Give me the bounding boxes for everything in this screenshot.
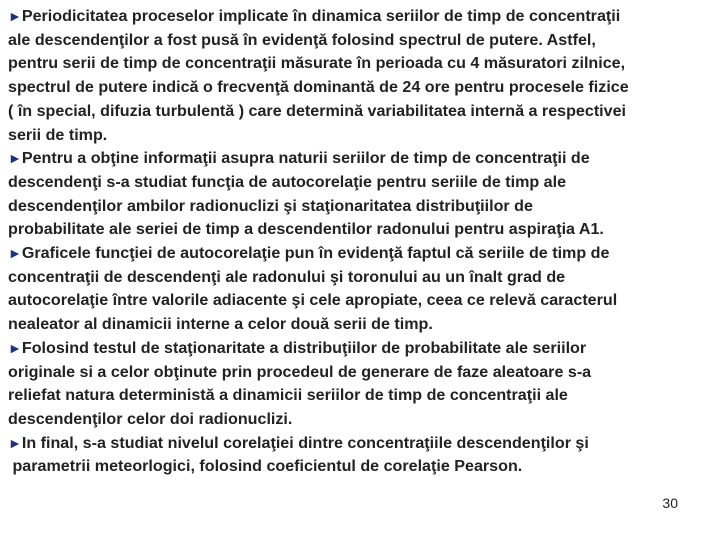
paragraph-line: descendenţilor celor doi radionuclizi.	[8, 409, 293, 428]
paragraph-line: spectrul de putere indică o frecvenţă dominantă de 24 ore pentru procesele fizice	[8, 78, 629, 97]
paragraph-line: autocorelaţie între valorile adiacente şi cele apropiate, ceea ce relevă caracterul	[8, 291, 618, 310]
paragraph-periodicity	[8, 5, 712, 147]
paragraph-line: pentru serii de timp de concentraţii măsurate în perioada cu 4 măsuratori zilnice,	[8, 54, 626, 73]
slide-body-text	[8, 5, 712, 479]
bullet-arrow-icon: ►	[8, 434, 22, 451]
paragraph-line: ( în special, difuzia turbulentă ) care determină variabilitatea internă a respectivei	[8, 101, 627, 120]
paragraph-autocorrelation-graphs	[8, 242, 712, 337]
line-text: Graficele funcţiei de autocorelaţie pun în evidenţă faptul că seriile de timp de	[21, 244, 610, 263]
paragraph-autocorrelation-study	[8, 147, 712, 242]
paragraph-line: concentraţii de descendenţi ale radonului şi toronului au un înalt grad de	[8, 267, 566, 286]
paragraph-line	[8, 337, 712, 361]
paragraph-line: originale si a celor obţinute prin procedeul de generare de faze aleatoare s-a	[8, 362, 592, 381]
paragraph-line: descendenţi s-a studiat funcţia de autocorelaţie pentru seriile de timp ale	[8, 172, 567, 191]
paragraph-line: serii de timp.	[8, 125, 108, 144]
paragraph-line: probabilitate ale seriei de timp a descendentilor radonului pentru aspiraţia A1.	[8, 220, 604, 239]
paragraph-line: descendenţilor ambilor radionuclizi şi staţionaritatea distribuţiilor de	[8, 196, 533, 215]
paragraph-line: parametrii meteorlogici, folosind coeficientul de corelaţie Pearson.	[8, 457, 523, 476]
line-text: Folosind testul de staţionaritate a distribuţiilor de probabilitate ale seriilor	[21, 338, 587, 357]
bullet-arrow-icon: ►	[8, 150, 22, 167]
paragraph-stationarity-test	[8, 337, 712, 432]
bullet-arrow-icon: ►	[8, 339, 22, 356]
paragraph-line	[8, 242, 712, 266]
paragraph-line: nealeator al dinamicii interne a celor două serii de timp.	[8, 315, 433, 334]
paragraph-line	[8, 432, 712, 456]
bullet-arrow-icon: ►	[8, 8, 22, 24]
paragraph-line: reliefat natura deterministă a dinamicii seriilor de timp de concentraţii ale	[8, 386, 568, 405]
paragraph-line: ale descendenţilor a fost pusă în evidenţă folosind spectrul de putere. Astfel,	[8, 30, 596, 49]
paragraph-line	[8, 147, 712, 171]
bullet-arrow-icon: ►	[8, 245, 22, 262]
paragraph-line	[8, 5, 712, 29]
line-text: Pentru a obţine informaţii asupra naturii seriilor de timp de concentraţii de	[21, 149, 590, 168]
paragraph-pearson-correlation	[8, 432, 712, 479]
line-text: Periodicitatea proceselor implicate în dinamica seriilor de timp de concentraţii	[21, 7, 621, 25]
line-text: In final, s-a studiat nivelul corelaţiei dintre concentraţiile descendenţilor şi	[21, 433, 589, 452]
slide-number: 30	[662, 495, 678, 511]
